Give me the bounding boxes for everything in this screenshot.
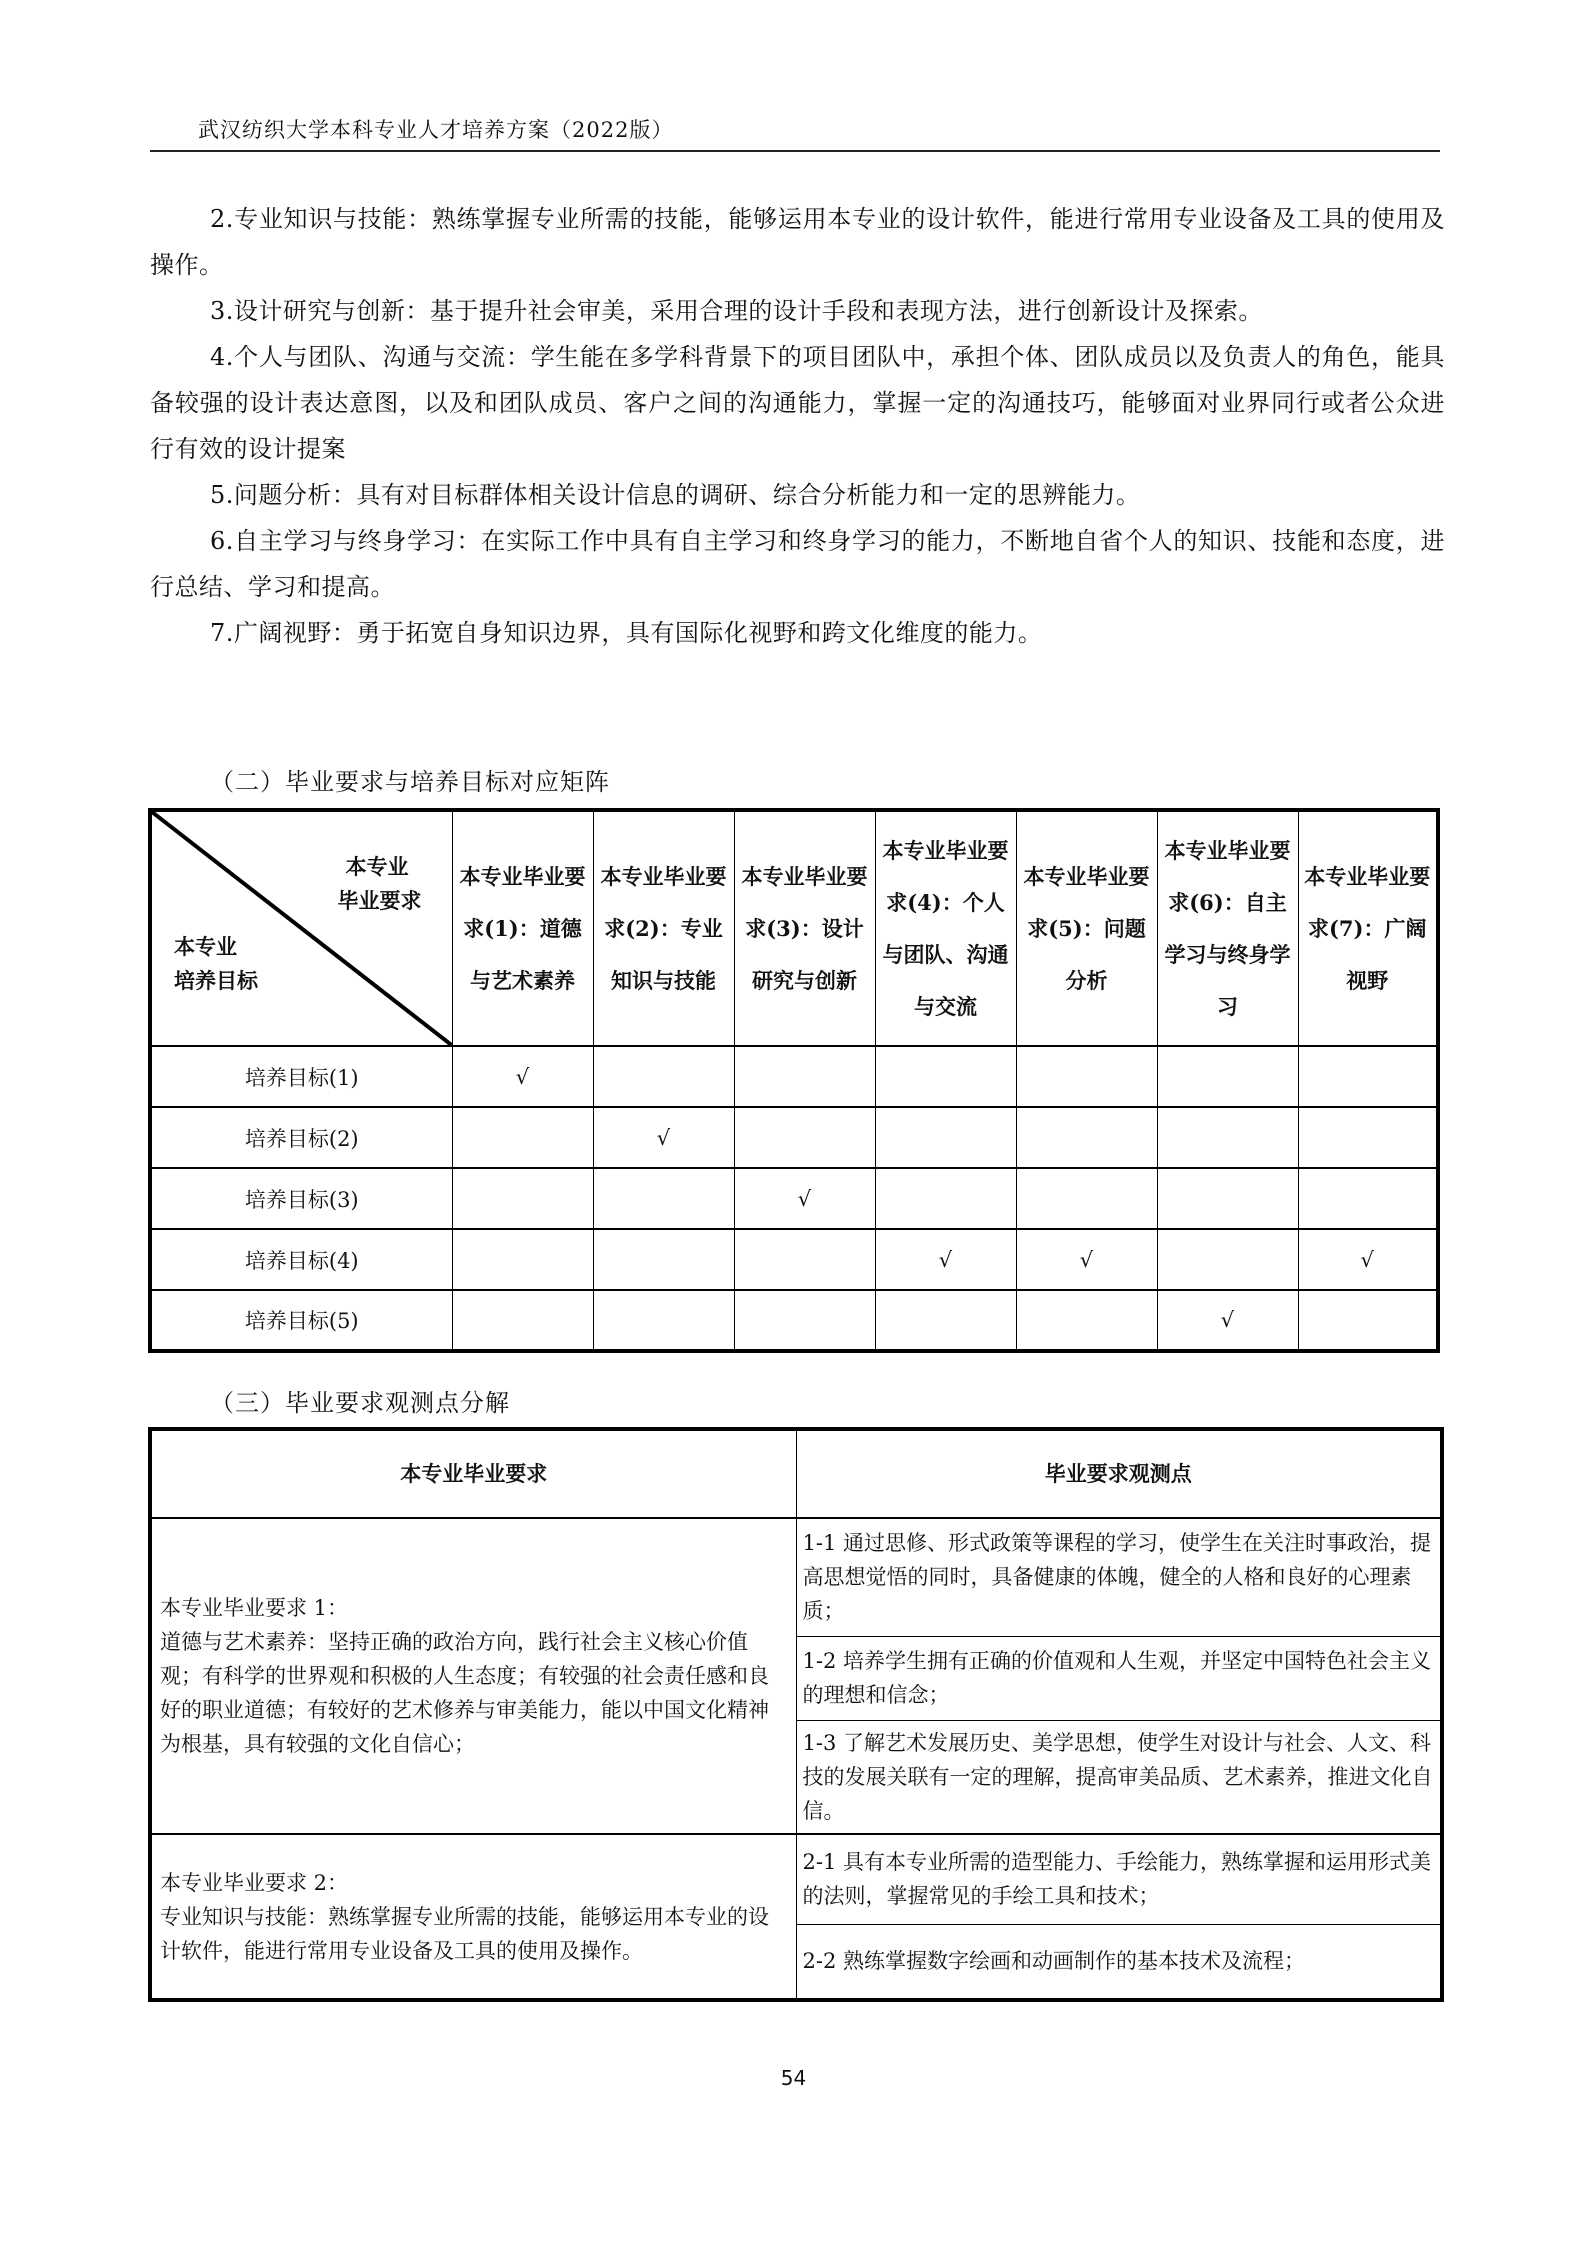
table-row <box>150 1046 1438 1107</box>
paragraph-requirement-3: 3.设计研究与创新：基于提升社会审美，采用合理的设计手段和表现方法，进行创新设计及探索。 <box>210 297 1263 325</box>
matrix-header-row <box>150 810 1438 1046</box>
corner-row-label: 本专业 培养目标 <box>174 934 258 993</box>
column-header-requirement-7: 本专业毕业要求(7)：广阔视野 <box>1298 810 1438 1046</box>
check-mark-cell <box>593 1229 734 1290</box>
row-label: 培养目标(3) <box>150 1168 452 1229</box>
column-header-requirement-6: 本专业毕业要求(6)：自主学习与终身学习 <box>1157 810 1298 1046</box>
check-mark-cell <box>1016 1046 1157 1107</box>
check-mark-cell <box>734 1229 875 1290</box>
table-row <box>150 1168 1438 1229</box>
observation-section-title: （三）毕业要求观测点分解 <box>210 1389 510 1417</box>
requirement-1-text: 道德与艺术素养：坚持正确的政治方向，践行社会主义核心价值观；有科学的世界观和积极的人生态度；有较强的社会责任感和良好的职业道德；有较好的艺术修养与审美能力，能以中国文化精神为根基，具有较强的文化自信心； <box>160 1630 769 1756</box>
check-mark-cell <box>452 1229 593 1290</box>
check-mark-cell <box>452 1107 593 1168</box>
check-mark-cell <box>1157 1107 1298 1168</box>
paragraph-requirement-4: 4.个人与团队、沟通与交流：学生能在多学科背景下的项目团队中，承担个体、团队成员以及负责人的角色，能具备较强的设计表达意图，以及和团队成员、客户之间的沟通能力，掌握一定的沟通技巧，能够面对业界同行或者公众进行有效的设计提案 <box>150 343 1445 463</box>
observation-point-1-1: 1-1 通过思修、形式政策等课程的学习，使学生在关注时事政治，提高思想觉悟的同时，具备健康的体魄，健全的人格和良好的心理素质； <box>796 1518 1442 1636</box>
table-row <box>150 1834 1442 1924</box>
check-mark-cell <box>875 1290 1016 1351</box>
column-header-requirement: 本专业毕业要求 <box>150 1429 796 1518</box>
check-mark-cell: √ <box>734 1168 875 1229</box>
check-mark-cell <box>1016 1290 1157 1351</box>
paragraph-requirement-7: 7.广阔视野：勇于拓宽自身知识边界，具有国际化视野和跨文化维度的能力。 <box>210 619 1043 647</box>
row-label: 培养目标(4) <box>150 1229 452 1290</box>
matrix-corner-cell <box>150 810 452 1046</box>
requirement-2-cell <box>150 1834 796 2000</box>
table-row <box>150 1290 1438 1351</box>
observation-point-2-2: 2-2 熟练掌握数字绘画和动画制作的基本技术及流程； <box>796 1924 1442 2000</box>
matrix-section-title: （二）毕业要求与培养目标对应矩阵 <box>210 768 610 796</box>
page-number: 54 <box>780 2066 807 2090</box>
paragraph-requirement-5: 5.问题分析：具有对目标群体相关设计信息的调研、综合分析能力和一定的思辨能力。 <box>210 481 1141 509</box>
requirement-1-title: 本专业毕业要求 1： <box>160 1596 349 1620</box>
check-mark-cell <box>1298 1168 1438 1229</box>
check-mark-cell <box>1016 1168 1157 1229</box>
check-mark-cell <box>593 1046 734 1107</box>
check-mark-cell <box>452 1290 593 1351</box>
requirement-2-text: 专业知识与技能：熟练掌握专业所需的技能，能够运用本专业的设计软件，能进行常用专业设备及工具的使用及操作。 <box>160 1904 769 1963</box>
column-header-requirement-3: 本专业毕业要求(3)：设计研究与创新 <box>734 810 875 1046</box>
requirement-1-cell <box>150 1518 796 1834</box>
paragraph-requirement-2: 2.专业知识与技能：熟练掌握专业所需的技能，能够运用本专业的设计软件，能进行常用专业设备及工具的使用及操作。 <box>150 205 1445 279</box>
check-mark-cell <box>875 1168 1016 1229</box>
table-row <box>150 1107 1438 1168</box>
observation-point-1-3: 1-3 了解艺术发展历史、美学思想，使学生对设计与社会、人文、科技的发展关联有一定的理解，提高审美品质、艺术素养，推进文化自信。 <box>796 1720 1442 1834</box>
column-header-requirement-4: 本专业毕业要求(4)：个人与团队、沟通与交流 <box>875 810 1016 1046</box>
column-header-observation-point: 毕业要求观测点 <box>796 1429 1442 1518</box>
check-mark-cell <box>593 1168 734 1229</box>
column-header-requirement-1: 本专业毕业要求(1)：道德与艺术素养 <box>452 810 593 1046</box>
corner-column-label: 本专业 毕业要求 <box>337 854 422 913</box>
diagonal-divider <box>152 812 452 1045</box>
row-label: 培养目标(5) <box>150 1290 452 1351</box>
check-mark-cell: √ <box>452 1046 593 1107</box>
check-mark-cell: √ <box>1298 1229 1438 1290</box>
observation-point-2-1: 2-1 具有本专业所需的造型能力、手绘能力，熟练掌握和运用形式美的法则，掌握常见的手绘工具和技术； <box>796 1834 1442 1924</box>
row-label: 培养目标(2) <box>150 1107 452 1168</box>
paragraph-requirement-6: 6.自主学习与终身学习：在实际工作中具有自主学习和终身学习的能力，不断地自省个人的知识、技能和态度，进行总结、学习和提高。 <box>150 527 1445 601</box>
column-header-requirement-5: 本专业毕业要求(5)：问题分析 <box>1016 810 1157 1046</box>
check-mark-cell <box>1298 1290 1438 1351</box>
check-mark-cell <box>1157 1168 1298 1229</box>
requirement-2-title: 本专业毕业要求 2： <box>160 1870 349 1895</box>
check-mark-cell: √ <box>875 1229 1016 1290</box>
observation-point-1-2: 1-2 培养学生拥有正确的价值观和人生观，并坚定中国特色社会主义的理想和信念； <box>796 1636 1442 1720</box>
observation-header-row <box>150 1429 1442 1518</box>
check-mark-cell <box>1157 1229 1298 1290</box>
check-mark-cell <box>1016 1107 1157 1168</box>
check-mark-cell <box>1298 1107 1438 1168</box>
document-title: 武汉纺织大学本科专业人才培养方案（2022版） <box>198 118 674 142</box>
check-mark-cell: √ <box>1016 1229 1157 1290</box>
check-mark-cell <box>734 1107 875 1168</box>
check-mark-cell <box>452 1168 593 1229</box>
check-mark-cell: √ <box>1157 1290 1298 1351</box>
check-mark-cell <box>593 1290 734 1351</box>
check-mark-cell <box>875 1046 1016 1107</box>
header-divider <box>150 150 1440 152</box>
requirements-objectives-matrix <box>148 808 1440 1353</box>
table-row <box>150 1229 1438 1290</box>
row-label: 培养目标(1) <box>150 1046 452 1107</box>
check-mark-cell <box>1157 1046 1298 1107</box>
table-row <box>150 1518 1442 1636</box>
check-mark-cell <box>1298 1046 1438 1107</box>
column-header-requirement-2: 本专业毕业要求(2)：专业知识与技能 <box>593 810 734 1046</box>
observation-points-table <box>148 1427 1444 2002</box>
check-mark-cell <box>875 1107 1016 1168</box>
check-mark-cell <box>734 1290 875 1351</box>
check-mark-cell <box>734 1046 875 1107</box>
graduation-requirements-text <box>150 196 1445 656</box>
check-mark-cell: √ <box>593 1107 734 1168</box>
